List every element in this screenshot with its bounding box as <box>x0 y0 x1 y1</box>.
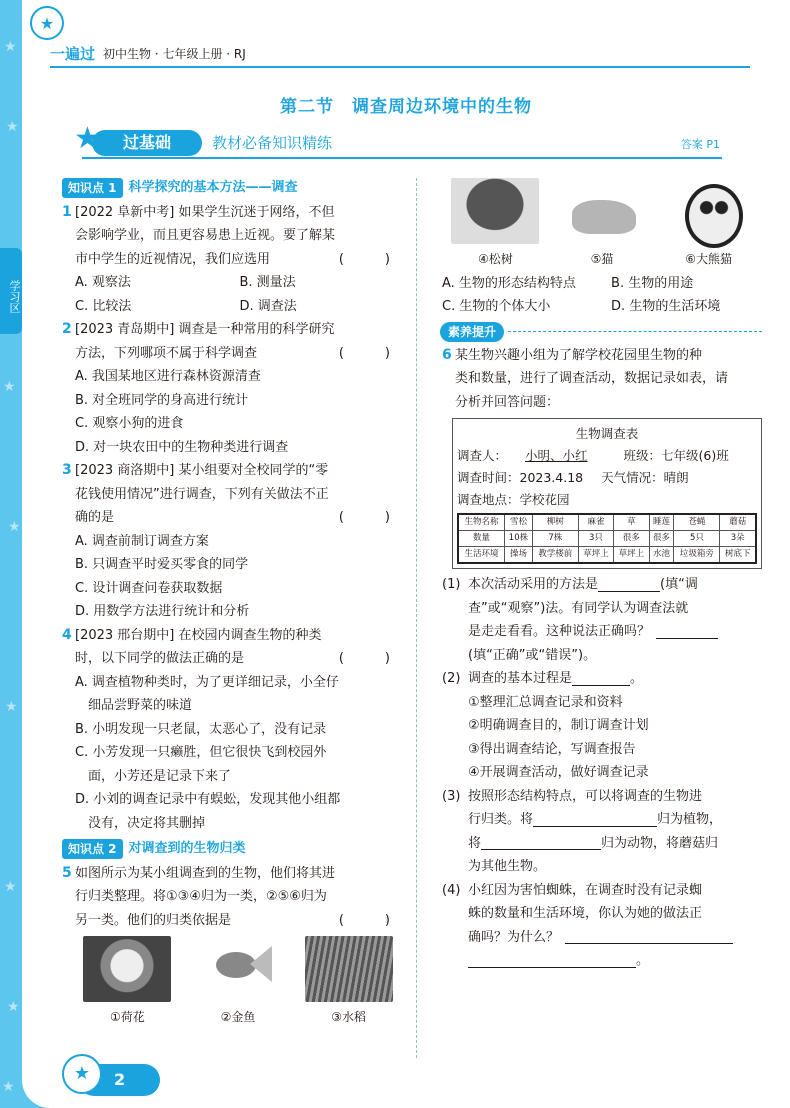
survey-card <box>452 418 762 569</box>
header-rule <box>50 66 750 68</box>
option-continuation: 面，小芳还是记录下来了 <box>88 768 232 784</box>
kp-title: 对调查到的生物归类 <box>128 841 246 856</box>
investigator-label: 调查人： <box>457 448 508 463</box>
banner-rule <box>82 157 722 159</box>
image-cell <box>305 936 393 1030</box>
option: A. 调查植物种类时，为了更详细记录，小全仔 <box>75 674 339 690</box>
table-cell: 操场 <box>505 547 533 564</box>
question-text: 小红因为害怕蜘蛛，在调查时没有记录蜘 <box>468 882 703 898</box>
table-cell: 蘑菇 <box>720 514 756 531</box>
table-row <box>458 514 756 531</box>
table-cell: 树底下 <box>720 547 756 564</box>
answer-blank[interactable] <box>481 836 601 850</box>
question-number: 2 <box>62 321 72 337</box>
answer-blank[interactable] <box>598 578 660 592</box>
question-line: 确的是 <box>75 510 115 525</box>
image-caption: ④松树 <box>477 252 513 266</box>
question-number: 4 <box>62 626 72 643</box>
question-line: 行归类整理。将①③④归为一类，②⑤⑥归为 <box>75 889 327 904</box>
image-caption: ⑥大熊猫 <box>685 252 733 266</box>
table-cell: 生活环境 <box>458 547 505 564</box>
literacy-label: 素养提升 <box>440 322 504 342</box>
table-cell: 5只 <box>674 531 720 547</box>
left-column <box>62 176 404 1030</box>
survey-table <box>457 513 757 564</box>
side-tab-study-area: 学习区 <box>0 248 22 334</box>
table-cell: 麻雀 <box>578 514 613 531</box>
process-step: ①整理汇总调查记录和资料 <box>468 694 623 710</box>
lotus-image <box>83 936 171 1002</box>
question-4 <box>62 624 404 671</box>
table-row <box>458 531 756 547</box>
table-cell: 睡莲 <box>649 514 674 531</box>
table-row <box>458 547 756 564</box>
star-icon: ★ <box>3 379 16 395</box>
option: C. 设计调查问卷获取数据 <box>75 580 223 596</box>
question-line: 某生物兴趣小组为了解学校花园里生物的种 <box>455 347 703 363</box>
answer-blank[interactable] <box>656 625 718 639</box>
question-line: 会影响学业，而且更容易患上近视。要了解某 <box>75 228 336 243</box>
question-text: 确吗？为什么？ <box>468 929 560 945</box>
question-line: [2022 阜新中考] 如果学生沉迷于网络，不但 <box>75 204 335 220</box>
banner-subtitle: 教材必备知识精练 <box>212 134 333 152</box>
right-column <box>442 176 762 973</box>
table-cell: 7株 <box>532 531 578 547</box>
star-icon: ★ <box>2 1079 15 1095</box>
mascot-footer-icon: ★ <box>62 1054 102 1094</box>
kp-tag: 知识点 2 <box>62 839 123 859</box>
question-text: 行归类。将 <box>468 812 534 827</box>
image-caption: ②金鱼 <box>220 1010 256 1024</box>
question-text: (填“正确”或“错误”)。 <box>468 647 597 663</box>
question-text: 归为动物，将蘑菇归 <box>601 835 719 851</box>
subquestion-1 <box>442 573 762 667</box>
question-text: 归为植物， <box>657 812 723 827</box>
image-cell <box>83 936 171 1030</box>
options-row <box>442 295 762 319</box>
process-step: ④开展调查活动，做好调查记录 <box>468 765 649 780</box>
table-cell: 草坪上 <box>614 547 649 564</box>
table-cell: 10株 <box>505 531 533 547</box>
subquestion-number: (4) <box>442 882 461 898</box>
option-continuation: 没有，决定将其删掉 <box>88 815 206 831</box>
image-cell <box>194 936 282 1030</box>
literacy-rule <box>508 331 762 332</box>
option: A. 观察法 <box>75 275 131 290</box>
question-5 <box>62 862 404 933</box>
table-cell: 水池 <box>649 547 674 564</box>
survey-time: 调查时间：2023.4.18 <box>457 470 584 485</box>
column-divider <box>416 178 417 1058</box>
question-number: 5 <box>62 864 72 881</box>
goldfish-image <box>194 936 282 1002</box>
star-icon: ★ <box>8 519 21 535</box>
question-text: 蛛的数量和生活环境，你认为她的做法正 <box>468 906 703 921</box>
question-line: [2023 商洛期中] 某小组要对全校同学的“零 <box>75 463 329 478</box>
option: A. 生物的形态结构特点 <box>442 275 576 291</box>
option: C. 观察小狗的进食 <box>75 416 184 431</box>
question-line: [2023 青岛期中] 调查是一种常用的科学研究 <box>75 322 335 337</box>
survey-place: 调查地点：学校花园 <box>457 492 570 507</box>
question-text: 为其他生物。 <box>468 859 547 874</box>
option: B. 测量法 <box>239 275 296 290</box>
table-cell: 草 <box>614 514 649 531</box>
star-icon: ★ <box>4 879 17 895</box>
running-header <box>50 38 246 68</box>
investigator-value: 小明、小红 <box>525 448 588 463</box>
option: A. 我国某地区进行森林资源清查 <box>75 369 261 384</box>
table-cell: 3朵 <box>720 531 756 547</box>
image-caption: ⑤猫 <box>590 252 614 266</box>
option: B. 生物的用途 <box>611 275 694 291</box>
subquestion-number: (1) <box>442 577 461 592</box>
subquestion-number: (3) <box>442 788 461 804</box>
table-cell: 垃圾箱旁 <box>674 547 720 564</box>
mascot-logo-icon: ★ <box>30 6 64 40</box>
question-line: 另一类。他们的归类依据是 <box>75 912 232 928</box>
option: D. 生物的生活环境 <box>611 299 721 314</box>
answer-bracket: ( ) <box>338 251 404 267</box>
question-text: 本次活动采用的方法是 <box>468 577 599 592</box>
pine-image <box>451 178 539 244</box>
question-3 <box>62 459 404 530</box>
table-cell: 3只 <box>578 531 613 547</box>
option: D. 调查法 <box>239 298 297 314</box>
question-text: 。 <box>636 953 650 968</box>
options-row <box>62 271 404 295</box>
image-cell <box>451 178 539 272</box>
question-line: 如图所示为某小组调查到的生物，他们将其进 <box>75 865 336 881</box>
process-step: ②明确调查目的，制订调查计划 <box>468 718 649 733</box>
question-1 <box>62 201 404 272</box>
banner-label: 过基础 <box>92 130 202 156</box>
subquestion-3 <box>442 785 762 879</box>
kp-title: 科学探究的基本方法——调查 <box>128 180 298 195</box>
question-line: 类和数量，进行了调查活动，数据记录如表，请 <box>455 371 729 386</box>
question-text: 是走走看看。这种说法正确吗？ <box>468 624 651 639</box>
image-cell <box>558 178 646 272</box>
image-caption: ①荷花 <box>109 1010 145 1024</box>
answer-bracket: ( ) <box>338 912 404 928</box>
table-cell: 教学楼前 <box>532 547 578 564</box>
kp-tag: 知识点 1 <box>62 178 123 198</box>
question-line: 花钱使用情况”进行调查，下列有关做法不正 <box>75 486 329 502</box>
options-row <box>442 272 762 296</box>
question-2 <box>62 318 404 365</box>
brand-name: 一遍过 <box>50 44 96 63</box>
knowledge-point-2 <box>62 837 404 861</box>
option: A. 调查前制订调查方案 <box>75 533 209 549</box>
table-cell: 生物名称 <box>458 514 505 531</box>
section-title: 第二节 调查周边环境中的生物 <box>280 97 532 117</box>
literacy-banner <box>440 322 762 342</box>
page-number: 2 <box>78 1064 160 1096</box>
subquestion-number: (2) <box>442 671 461 686</box>
survey-title: 生物调查表 <box>575 426 639 441</box>
star-icon: ★ <box>4 39 17 55</box>
answer-blank[interactable] <box>572 672 630 686</box>
answer-blank[interactable] <box>565 930 733 944</box>
answer-blank[interactable] <box>468 954 636 968</box>
table-cell: 数量 <box>458 531 505 547</box>
option: B. 小明发现一只老鼠，太恶心了，没有记录 <box>75 721 327 737</box>
basics-banner <box>74 121 732 158</box>
question-text: 查”或“观察”)法。有同学认为调查法就 <box>468 600 689 616</box>
option-continuation: 细品尝野菜的味道 <box>88 698 193 713</box>
answer-bracket: ( ) <box>338 510 404 525</box>
question-number: 6 <box>442 346 452 363</box>
star-icon: ★ <box>6 119 19 135</box>
question-text: 。 <box>630 671 644 686</box>
answer-bracket: ( ) <box>338 345 404 361</box>
question-text: 调查的基本过程是 <box>468 671 573 686</box>
class-label: 班级：七年级(6)班 <box>623 448 729 463</box>
answer-reference: 答案 P1 <box>680 138 720 151</box>
option: C. 比较法 <box>75 298 132 314</box>
option: D. 对一块农田中的生物种类进行调查 <box>75 439 289 455</box>
answer-blank[interactable] <box>533 813 657 827</box>
table-cell: 雪松 <box>505 514 533 531</box>
rice-image <box>305 936 393 1002</box>
organism-images-row <box>62 936 404 1030</box>
star-icon: ★ <box>5 699 18 715</box>
subquestion-4 <box>442 879 762 973</box>
question-6 <box>442 344 762 415</box>
option: D. 小刘的调查记录中有蜈蚣，发现其他小组都 <box>75 792 341 807</box>
knowledge-point-1 <box>62 176 404 200</box>
question-line: 方法，下列哪项不属于科学调查 <box>75 345 258 361</box>
question-number: 3 <box>62 462 72 478</box>
question-line: 时，以下同学的做法正确的是 <box>75 651 245 666</box>
table-cell: 柳树 <box>532 514 578 531</box>
process-step: ③得出调查结论，写调查报告 <box>468 741 636 757</box>
table-cell: 很多 <box>649 531 674 547</box>
option: D. 用数学方法进行统计和分析 <box>75 604 250 619</box>
question-text: 按照形态结构特点，可以将调查的生物进 <box>468 788 703 804</box>
subquestion-2 <box>442 667 762 785</box>
organism-images-row <box>442 178 762 272</box>
table-cell: 很多 <box>614 531 649 547</box>
cat-image <box>558 178 646 244</box>
question-line: 分析并回答问题： <box>455 394 560 410</box>
option: C. 小芳发现一只癞胜，但它很快飞到校园外 <box>75 745 327 760</box>
option: B. 只调查平时爱买零食的同学 <box>75 557 249 572</box>
options-row <box>62 295 404 319</box>
image-caption: ③水稻 <box>331 1010 367 1024</box>
table-cell: 草坪上 <box>578 547 613 564</box>
panda-image <box>665 178 753 244</box>
question-number: 1 <box>62 203 72 220</box>
question-text: (填“调 <box>660 577 698 592</box>
question-line: [2023 邢台期中] 在校园内调查生物的种类 <box>75 627 322 643</box>
image-cell <box>665 178 753 272</box>
question-line: 市中学生的近视情况，我们应选用 <box>75 251 271 267</box>
answer-bracket: ( ) <box>338 651 404 666</box>
option: C. 生物的个体大小 <box>442 299 551 314</box>
book-title: 初中生物 · 七年级上册 · RJ <box>103 46 246 61</box>
option: B. 对全班同学的身高进行统计 <box>75 392 249 408</box>
survey-weather: 天气情况：晴朗 <box>601 470 689 485</box>
table-cell: 苍蝇 <box>674 514 720 531</box>
star-icon: ★ <box>7 999 20 1015</box>
page <box>22 0 790 1108</box>
star-icon: ★ <box>74 121 101 156</box>
question-text: 将 <box>468 835 482 851</box>
